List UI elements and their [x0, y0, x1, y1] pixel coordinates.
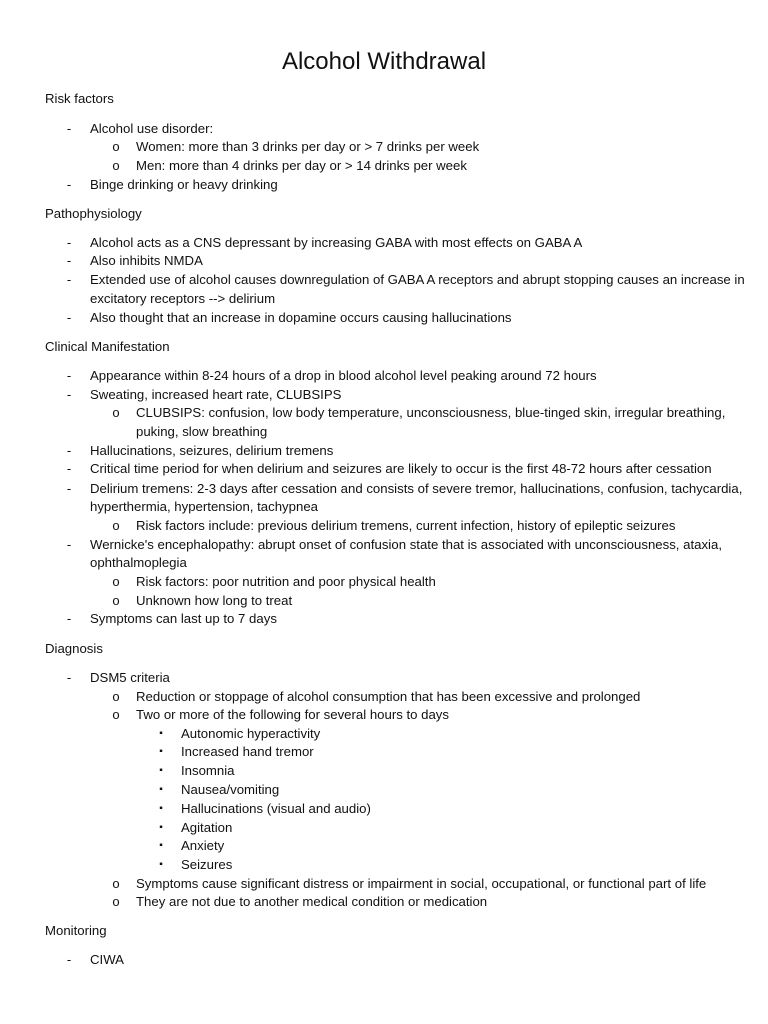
patho-cns-depressant: Alcohol acts as a CNS depressant by increasing GABA with most effects on GABA A [90, 235, 583, 250]
clinical-hallucinations: Hallucinations, seizures, delirium tremens [90, 443, 334, 458]
risk-binge: Binge drinking or heavy drinking [90, 177, 278, 192]
square-bullet: ▪ [159, 746, 163, 757]
dash-bullet: - [66, 670, 72, 685]
page-title: Alcohol Withdrawal [281, 48, 487, 75]
dash-bullet: - [66, 253, 72, 268]
clinical-wernicke-unknown: Unknown how long to treat [136, 593, 293, 608]
square-bullet: ▪ [159, 765, 163, 776]
circle-bullet: o [112, 139, 120, 154]
diagnosis-distress: Symptoms cause significant distress or impairment in social, occupational, or functional part of life [136, 876, 707, 891]
diagnosis-reduction: Reduction or stoppage of alcohol consumption that has been excessive and prolonged [136, 689, 641, 704]
clinical-clubsips: CLUBSIPS: confusion, low body temperature, unconsciousness, blue-tinged skin, irregular breathing, [136, 405, 726, 420]
circle-bullet: o [112, 405, 120, 420]
dash-bullet: - [66, 272, 72, 287]
diagnosis-not-due: They are not due to another medical condition or medication [136, 894, 488, 909]
dash-bullet: - [66, 611, 72, 626]
dash-bullet: - [66, 368, 72, 383]
diagnosis-dsm5: DSM5 criteria [90, 670, 170, 685]
dash-bullet: - [66, 121, 72, 136]
pathophysiology-heading: Pathophysiology [45, 206, 142, 221]
diagnosis-two-or-more: Two or more of the following for several hours to days [136, 707, 449, 722]
clinical-manifestation-heading: Clinical Manifestation [45, 339, 170, 354]
circle-bullet: o [112, 707, 120, 722]
criteria-item: Increased hand tremor [181, 744, 314, 759]
clinical-dt-risk: Risk factors include: previous delirium tremens, current infection, history of epileptic seizures [136, 518, 676, 533]
criteria-item: Seizures [181, 857, 233, 872]
dash-bullet: - [66, 537, 72, 552]
risk-women: Women: more than 3 drinks per day or > 7 drinks per week [136, 139, 480, 154]
circle-bullet: o [112, 574, 120, 589]
circle-bullet: o [112, 894, 120, 909]
square-bullet: ▪ [159, 803, 163, 814]
clinical-delirium-tremens-cont: hyperthermia, hypertension, tachypnea [90, 499, 318, 514]
monitoring-heading: Monitoring [45, 923, 107, 938]
clinical-wernicke-cont: ophthalmoplegia [90, 555, 187, 570]
clinical-clubsips-cont: puking, slow breathing [136, 424, 268, 439]
dash-bullet: - [66, 952, 72, 967]
criteria-item: Nausea/vomiting [181, 782, 280, 797]
risk-alcohol-use-disorder: Alcohol use disorder: [90, 121, 214, 136]
square-bullet: ▪ [159, 840, 163, 851]
clinical-wernicke: Wernicke's encephalopathy: abrupt onset of confusion state that is associated with unconsciousness, ataxia, [90, 537, 722, 552]
clinical-sweating: Sweating, increased heart rate, CLUBSIPS [90, 387, 342, 402]
dash-bullet: - [66, 481, 72, 496]
dash-bullet: - [66, 461, 72, 476]
criteria-item: Anxiety [181, 838, 225, 853]
risk-men: Men: more than 4 drinks per day or > 14 drinks per week [136, 158, 467, 173]
patho-downregulation: Extended use of alcohol causes downregulation of GABA A receptors and abrupt stopping causes an increase in [90, 272, 745, 287]
circle-bullet: o [112, 518, 120, 533]
clinical-delirium-tremens: Delirium tremens: 2-3 days after cessation and consists of severe tremor, hallucinations, confusion, tachycardia, [90, 481, 743, 496]
diagnosis-heading: Diagnosis [45, 641, 103, 656]
square-bullet: ▪ [159, 822, 163, 833]
risk-factors-heading: Risk factors [45, 91, 114, 106]
circle-bullet: o [112, 689, 120, 704]
dash-bullet: - [66, 177, 72, 192]
criteria-item: Autonomic hyperactivity [181, 726, 321, 741]
patho-dopamine: Also thought that an increase in dopamine occurs causing hallucinations [90, 310, 512, 325]
square-bullet: ▪ [159, 784, 163, 795]
criteria-item: Insomnia [181, 763, 235, 778]
dash-bullet: - [66, 443, 72, 458]
dash-bullet: - [66, 235, 72, 250]
patho-nmda: Also inhibits NMDA [90, 253, 203, 268]
square-bullet: ▪ [159, 859, 163, 870]
monitoring-ciwa: CIWA [90, 952, 124, 967]
circle-bullet: o [112, 593, 120, 608]
criteria-item: Hallucinations (visual and audio) [181, 801, 371, 816]
circle-bullet: o [112, 876, 120, 891]
circle-bullet: o [112, 158, 120, 173]
patho-downregulation-cont: excitatory receptors --> delirium [90, 291, 276, 306]
clinical-wernicke-risk: Risk factors: poor nutrition and poor physical health [136, 574, 436, 589]
clinical-duration: Symptoms can last up to 7 days [90, 611, 277, 626]
dash-bullet: - [66, 387, 72, 402]
square-bullet: ▪ [159, 728, 163, 739]
dash-bullet: - [66, 310, 72, 325]
criteria-item: Agitation [181, 820, 233, 835]
clinical-appearance: Appearance within 8-24 hours of a drop in blood alcohol level peaking around 72 hours [90, 368, 597, 383]
clinical-critical-time: Critical time period for when delirium and seizures are likely to occur is the first 48-72 hours after cessation [90, 461, 712, 476]
